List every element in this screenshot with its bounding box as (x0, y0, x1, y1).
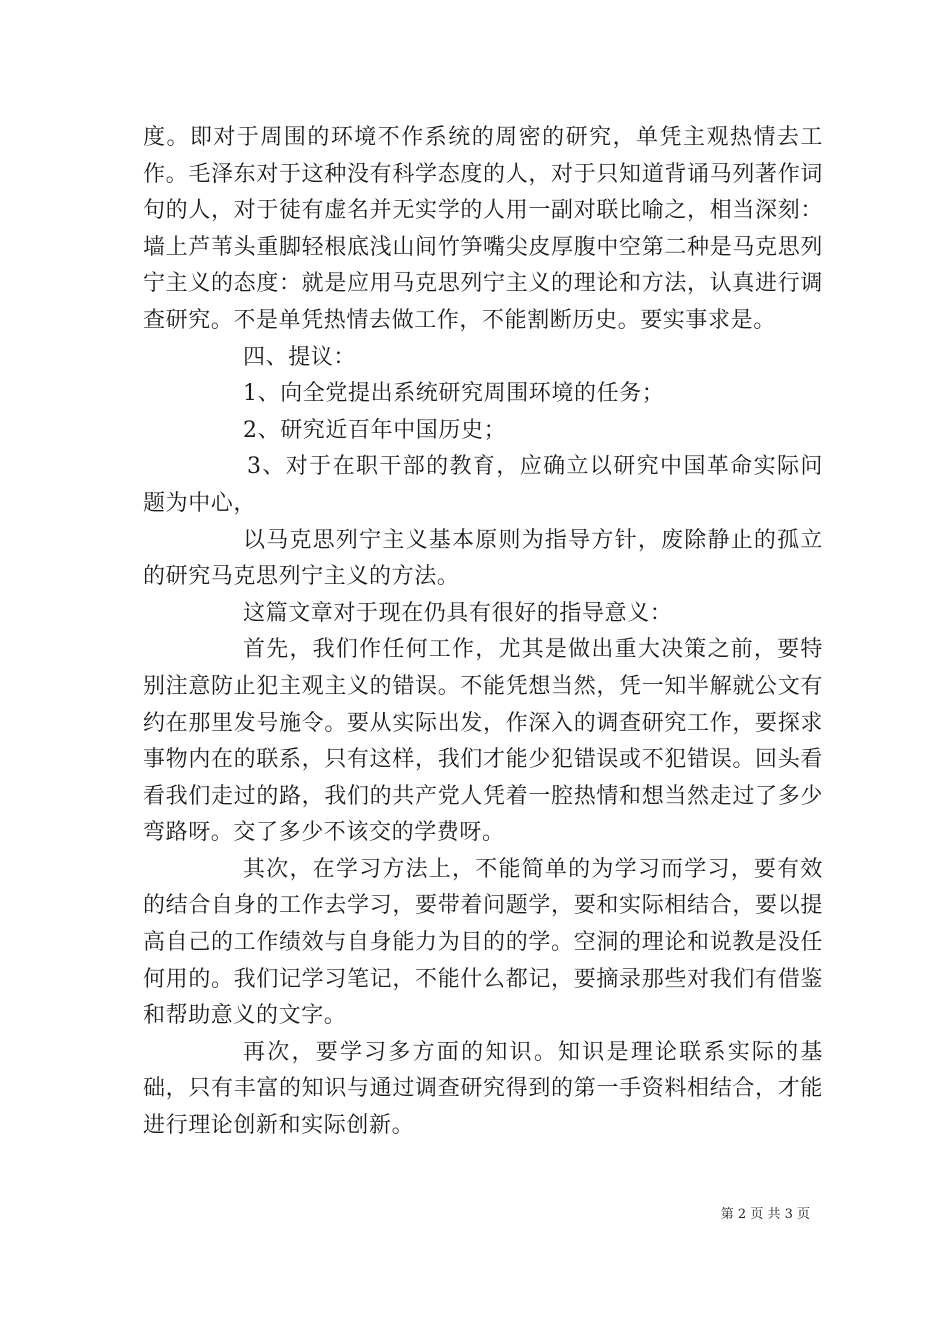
paragraph-proposal-3: 3、对于在职干部的教育，应确立以研究中国革命实际问题为中心， (143, 454, 823, 516)
document-body (143, 120, 823, 1145)
paragraph-proposal-1: 1、向全党提出系统研究周围环境的任务； (243, 381, 665, 407)
paragraph-first-point: 首先，我们作任何工作，尤其是做出重大决策之前，要特别注意防止犯主观主义的错误。不能凭想当然，凭一知半解就公文有约在那里发号施令。要从实际出发，作深入的调查研究工作，要探求事物内在的联系，只有这样，我们才能少犯错误或不犯错误。回头看看我们走过的路，我们的共产党人凭着一腔热情和想当然走过了多少弯路呀。交了多少不该交的学费呀。 (143, 637, 823, 846)
paragraph-proposal-2: 2、研究近百年中国历史； (243, 417, 507, 443)
paragraph-significance-intro: 这篇文章对于现在仍具有很好的指导意义： (243, 600, 673, 626)
paragraph-proposal-heading: 四、提议： (243, 344, 357, 370)
paragraph-second-point: 其次，在学习方法上，不能简单的为学习而学习，要有效的结合自身的工作去学习，要带着问题学，要和实际相结合，要以提高自己的工作绩效与自身能力为目的的学。空洞的理论和说教是没任何用的。我们记学习笔记，不能什么都记，要摘录那些对我们有借鉴和帮助意义的文字。 (143, 856, 823, 1029)
paragraph-proposal-3-continued: 以马克思列宁主义基本原则为指导方针，废除静止的孤立的研究马克思列宁主义的方法。 (143, 527, 823, 590)
paragraph-continuation: 度。即对于周围的环境不作系统的周密的研究，单凭主观热情去工作。毛泽东对于这种没有科学态度的人，对于只知道背诵马列著作词句的人，对于徒有虚名并无实学的人用一副对联比喻之，相当深刻：墙上芦苇头重脚轻根底浅山间竹笋嘴尖皮厚腹中空第二种是马克思列宁主义的态度：就是应用马克思列宁主义的理论和方法，认真进行调查研究。不是单凭热情去做工作，不能割断历史。要实事求是。 (143, 125, 823, 333)
page-number-footer: 第 2 页 共 3 页 (720, 1207, 810, 1222)
paragraph-third-point: 再次，要学习多方面的知识。知识是理论联系实际的基础，只有丰富的知识与通过调查研究得到的第一手资料相结合，才能进行理论创新和实际创新。 (143, 1039, 823, 1139)
